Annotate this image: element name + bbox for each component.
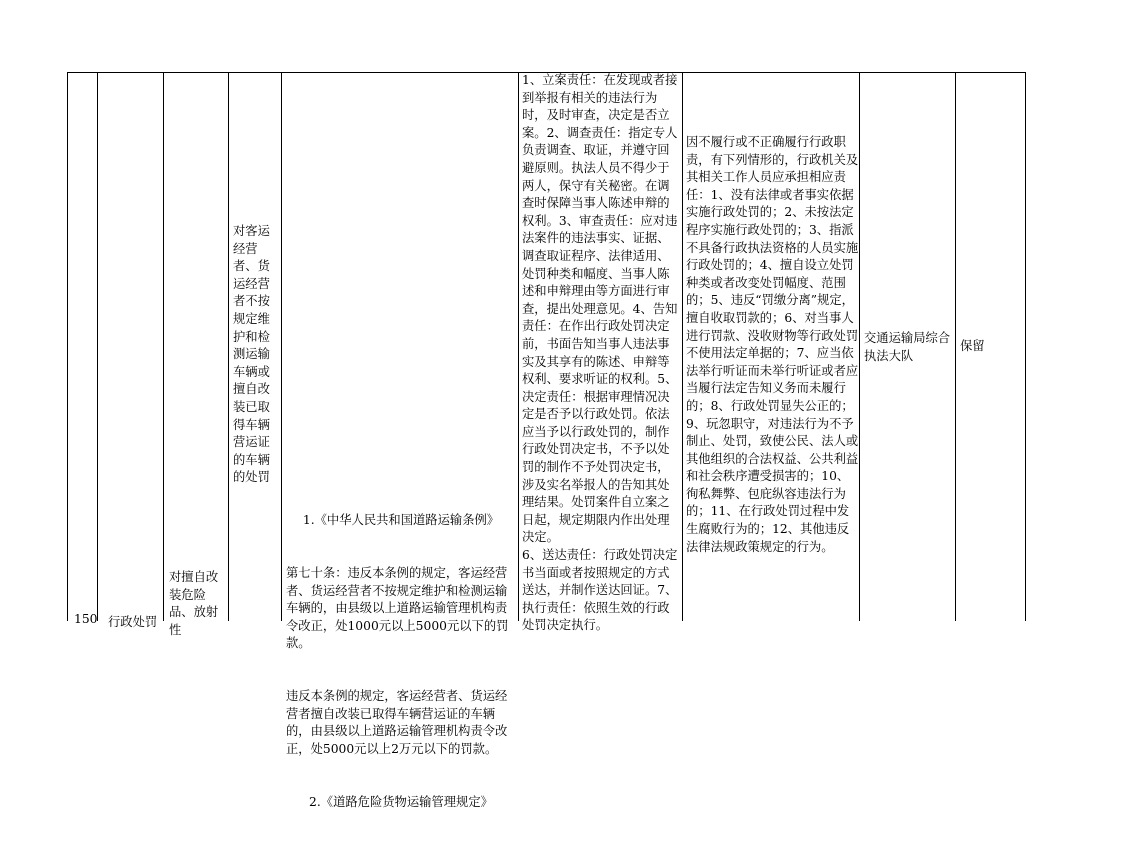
law-title-1: 1.《中华人民共和国道路运输条例》 [302, 513, 500, 528]
law-article-70b: 违反本条例的规定，客运经营者、货运经营者擅自改装已取得车辆营运证的车辆的，由县级以上道路运输管理机构责令改正，处5000元以上2万元以下的罚款。 [286, 689, 508, 756]
cell-status [956, 72, 1026, 621]
cell-sub-item [229, 72, 282, 621]
sub-item-text: 对客运经营者、货运经营者不按规定维护和检测运输车辆或擅自改装已取得车辆营运证的车辆的处罚 [233, 224, 270, 485]
cell-item-type [98, 72, 164, 629]
cell-responsibility [519, 72, 683, 633]
cell-legal-basis [282, 72, 519, 809]
cell-next-sub-item [164, 72, 229, 637]
law-title-2: 2.《道路危险货物运输管理规定》 [309, 794, 493, 809]
cell-row-number [67, 72, 98, 626]
table-fragment [67, 72, 1026, 809]
status-text: 保留 [960, 339, 985, 353]
row-number: 150 [74, 612, 98, 626]
responsibility-text: 1、立案责任：在发现或者接到举报有相关的违法行为时，及时审查，决定是否立案。2、调查责任：指定专人负责调查、取证，并遵守回避原则。执法人员不得少于两人，保守有关秘密。在调查时保障当事人陈述申辩的权利。3、审查责任：应对违法案件的违法事实、证据、调查取证程序、法律适用、处罚种类和幅度、当事人陈述和申辩理由等方面进行审查，提出处理意见。4、告知责任：在作出行政处罚决定前，书面告知当事人违法事实及其享有的陈述、申辩等权利、要求听证的权利。5、决定责任：根据审理情况决定是否予以行政处罚。依法应当予以行政处罚的，制作行政处罚决定书，不予以处罚的制作不予处罚决定书，涉及实名举报人的告知其处理结果。处罚案件自立案之日起，规定期限内作出处理决定。 6、送达责任：行政处罚决定书当面或者按照规定的方式送达，并制作送达回证。7、执行责任：依照生效的行政处罚决定执行。 [522, 73, 678, 633]
cell-department [860, 72, 956, 621]
legal-basis [286, 477, 516, 846]
department-text: 交通运输局综合执法大队 [864, 331, 951, 363]
accountability-text: 因不履行或不正确履行行政职责，有下列情形的，行政机关及其相关工作人员应承担相应责任：1、没有法律或者事实依据实施行政处罚的；2、未按法定程序实施行政处罚的；3、指派不具备行政执法资格的人员实施行政处罚的；4、擅自设立处罚种类或者改变处罚幅度、范围的；5、违反“罚缴分离”规定，擅自收取罚款的；6、对当事人进行罚款、没收财物等行政处罚不使用法定单据的；7、应当依法举行听证而未举行听证或者应当履行法定告知义务而未履行的；8、行政处罚显失公正的；9、玩忽职守，对违法行为不予制止、处罚，致使公民、法人或其他组织的合法权益、公共利益和社会秩序遭受损害的；10、徇私舞弊、包庇纵容违法行为的；11、在行政处罚过程中发生腐败行为的；12、其他违反法律法规政策规定的行为。 [686, 135, 859, 554]
item-type: 行政处罚 [108, 615, 158, 629]
law-article-70a: 第七十条：违反本条例的规定，客运经营者、货运经营者不按规定维护和检测运输车辆的，由县级以上道路运输管理机构责令改正，处1000元以上5000元以下的罚款。 [286, 565, 509, 651]
next-sub-item-text: 对擅自改装危险品、放射性 [169, 570, 219, 637]
cell-accountability [683, 72, 860, 621]
